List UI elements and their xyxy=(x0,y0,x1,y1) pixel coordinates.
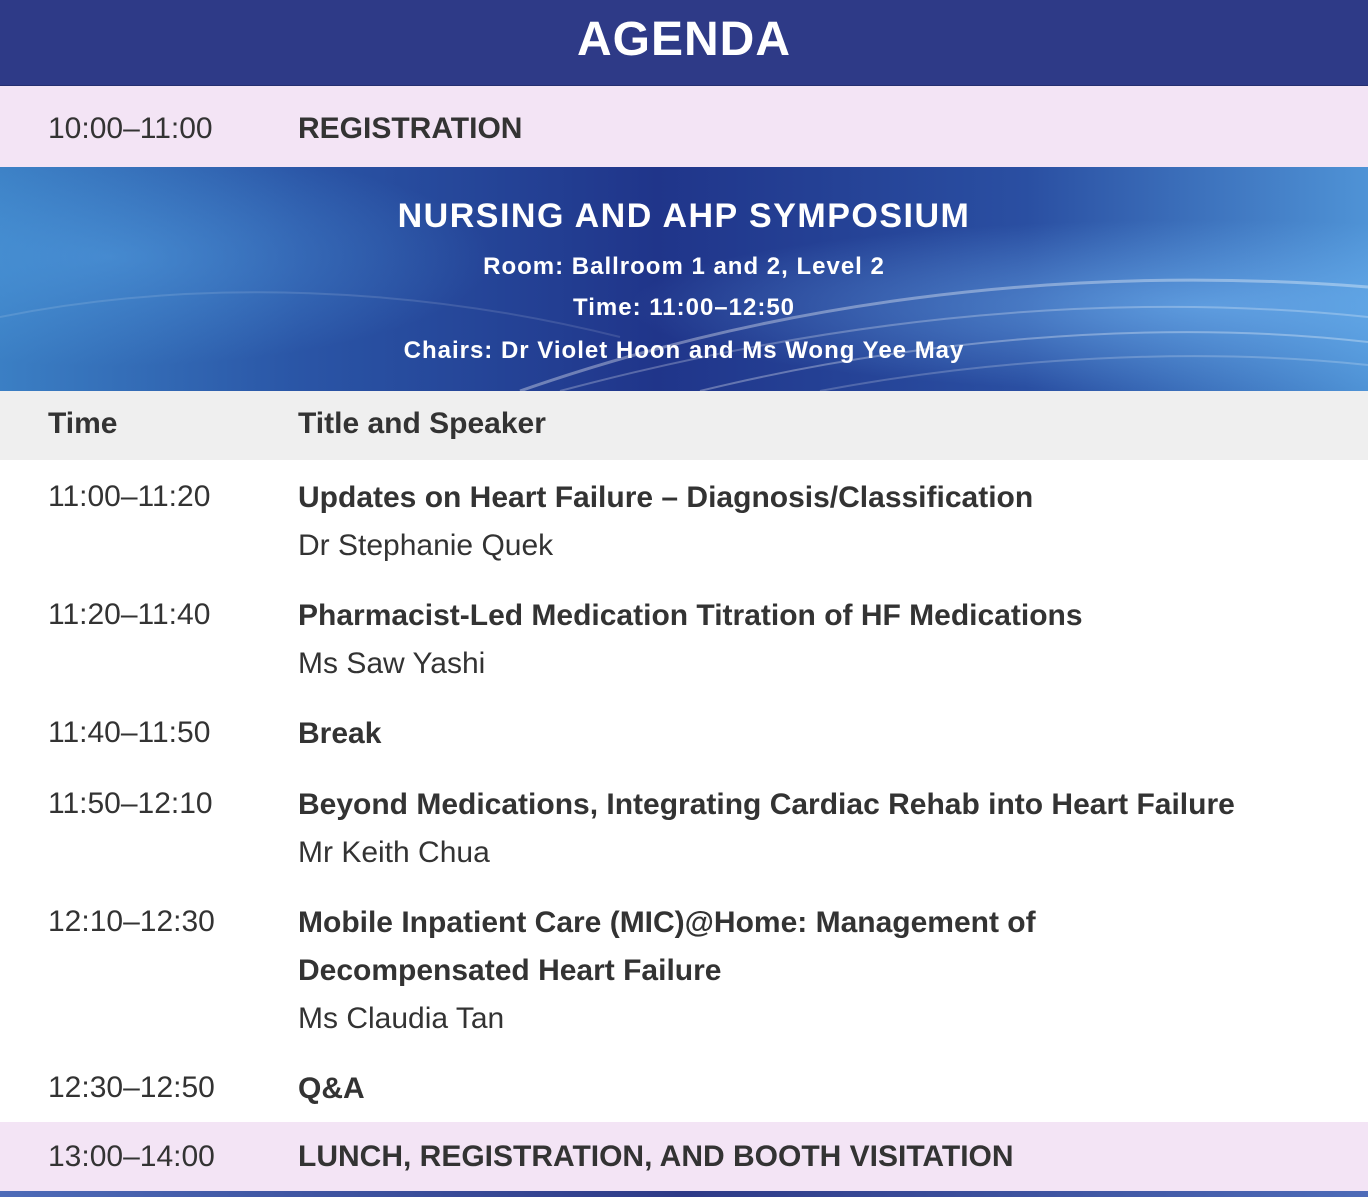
session-speaker: Mr Keith Chua xyxy=(298,836,490,869)
row-content xyxy=(298,474,1033,570)
symposium-room: Room: Ballroom 1 and 2, Level 2 xyxy=(483,253,885,280)
session-title: Beyond Medications, Integrating Cardiac Rehab into Heart Failure xyxy=(298,788,1235,821)
lunch-label: LUNCH, REGISTRATION, AND BOOTH VISITATION xyxy=(298,1140,1014,1173)
column-header-title: Title and Speaker xyxy=(298,407,546,440)
registration-label: REGISTRATION xyxy=(298,112,523,145)
column-header-time: Time xyxy=(48,407,118,440)
session-title-line-2: Decompensated Heart Failure xyxy=(298,954,722,987)
session-speaker: Dr Stephanie Quek xyxy=(298,529,554,562)
row-time: 11:20–11:40 xyxy=(48,598,211,631)
lunch-row xyxy=(0,1122,1368,1191)
row-content xyxy=(298,781,1235,877)
session-title: Q&A xyxy=(298,1072,365,1105)
registration-row xyxy=(0,86,1368,167)
symposium-title: NURSING AND AHP SYMPOSIUM xyxy=(397,197,971,235)
symposium-time: Time: 11:00–12:50 xyxy=(572,294,796,321)
row-time: 12:30–12:50 xyxy=(48,1071,215,1104)
row-content xyxy=(298,592,1083,688)
symposium-banner xyxy=(0,167,1368,391)
row-content xyxy=(298,1065,365,1113)
session-title: Break xyxy=(298,717,382,750)
session-speaker: Ms Saw Yashi xyxy=(298,647,486,680)
symposium-chairs: Chairs: Dr Violet Hoon and Ms Wong Yee May xyxy=(403,337,965,364)
bottom-border xyxy=(0,1191,1368,1197)
row-content xyxy=(298,899,1036,1043)
session-title: Updates on Heart Failure – Diagnosis/Classification xyxy=(298,481,1034,514)
session-title: Pharmacist-Led Medication Titration of HF Medications xyxy=(298,599,1083,632)
row-time: 11:40–11:50 xyxy=(48,716,211,749)
row-time: 11:00–11:20 xyxy=(48,480,211,513)
row-time: 12:10–12:30 xyxy=(48,905,215,938)
session-speaker: Ms Claudia Tan xyxy=(298,1002,505,1035)
session-title-line-1: Mobile Inpatient Care (MIC)@Home: Management of xyxy=(298,906,1036,939)
agenda-header xyxy=(0,0,1368,86)
table-header xyxy=(0,391,1368,460)
row-content xyxy=(298,710,381,758)
row-time: 11:50–12:10 xyxy=(48,787,213,820)
registration-time: 10:00–11:00 xyxy=(48,112,213,145)
agenda-title: AGENDA xyxy=(576,13,791,66)
lunch-time: 13:00–14:00 xyxy=(48,1140,215,1173)
